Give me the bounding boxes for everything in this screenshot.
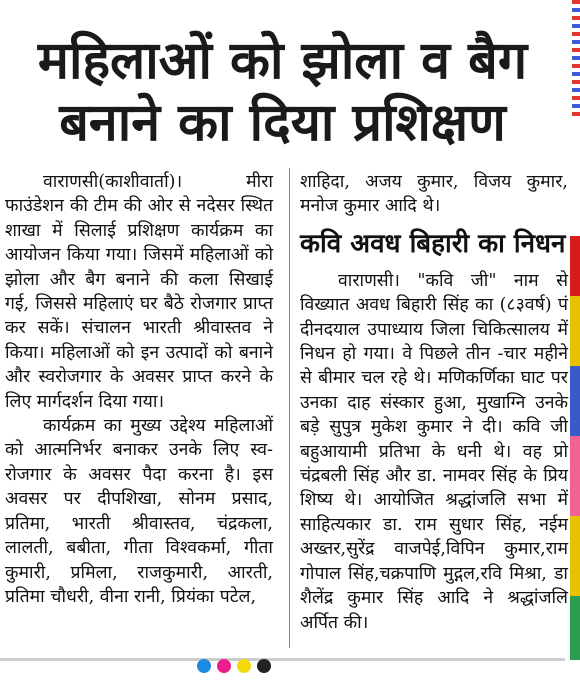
color-bar-top xyxy=(572,0,580,120)
article-paragraph-continued: शाहिदा, अजय कुमार, विजय कुमार, मनोज कुमार आदि थे। xyxy=(300,172,568,217)
headline-line-2: बनाने का दिया प्रशिक्षण xyxy=(59,93,506,154)
page-bottom-rule xyxy=(0,658,565,661)
column-divider xyxy=(289,168,290,648)
article-paragraph: वाराणसी(काशीवार्ता)। मीरा फाउंडेशन की टीम की ओर से नदेसर स्थित शाखा में सिलाई प्रशिक्षण कार्यक्रम का आयोजन किया गया। जिसमें महिलाओं को झोला और बैग बनाने की कला सिखाई गई, जिससे महिलाएं घर बैठे रोजगार प्राप्त कर सकें। संचालन भारती श्रीवास्तव ने किया। महिलाओं को इन उत्पादों को बनाने और स्वरोजगार के अवसर प्राप्त करने के लिए मार्गदर्शन दिया गया। xyxy=(5,172,273,412)
registration-dot-cyan xyxy=(197,659,211,673)
registration-marks xyxy=(197,659,271,673)
registration-dot-yellow xyxy=(237,659,251,673)
color-bar-right xyxy=(570,236,580,660)
registration-dot-black xyxy=(257,659,271,673)
obituary-body: वाराणसी। "कवि जी" नाम से विख्यात अवध बिहारी सिंह का (८३वर्ष) पं दीनदयाल उपाध्याय जिला चिकित्सालय में निधन हो गया। वे पिछले तीन -चार महीने से बीमार चल रहे थे। मणिकर्णिका घाट पर उनका दाह संस्कार हुआ, मुखाग्नि उनके बड़े सुपुत्र मुकेश कुमार ने दी। कवि जी बहुआयामी प्रतिभा के धनी थे। वह प्रो चंद्रबली सिंह और डा. नामवर सिंह के प्रिय शिष्य थे। आयोजित श्रद्धांजलि सभा में साहित्यकार डा. राम सुधार सिंह, नईम अख्तर,सुरेंद्र वाजपेई,विपिन कुमार,राम गोपाल सिंह,चक्रपाणि मुद्गल,रवि मिश्रा, डा शैलेंद्र कुमार सिंह आदि ने श्रद्धांजलि अर्पित की। xyxy=(300,270,568,633)
headline-line-1: महिलाओं को झोला व बैग xyxy=(37,31,528,92)
column-left xyxy=(5,170,273,609)
registration-dot-magenta xyxy=(217,659,231,673)
article-paragraph: कार्यक्रम का मुख्य उद्देश्य महिलाओं को आत्मनिर्भर बनाकर उनके लिए स्व-रोजगार के अवसर पैदा करना है। इस अवसर पर दीपशिखा, सोनम प्रसाद, प्रतिमा, भारती श्रीवास्तव, चंद्रकला, लालती, बबीता, गीता विश्वकर्मा, गीता कुमारी, प्रमिला, राजकुमारी, आरती, प्रतिमा चौधरी, वीना रानी, प्रियंका पटेल, xyxy=(5,416,273,607)
article-headline xyxy=(0,31,565,154)
column-right xyxy=(300,170,568,635)
obituary-headline: कवि अवध बिहारी का निधन xyxy=(300,228,566,259)
